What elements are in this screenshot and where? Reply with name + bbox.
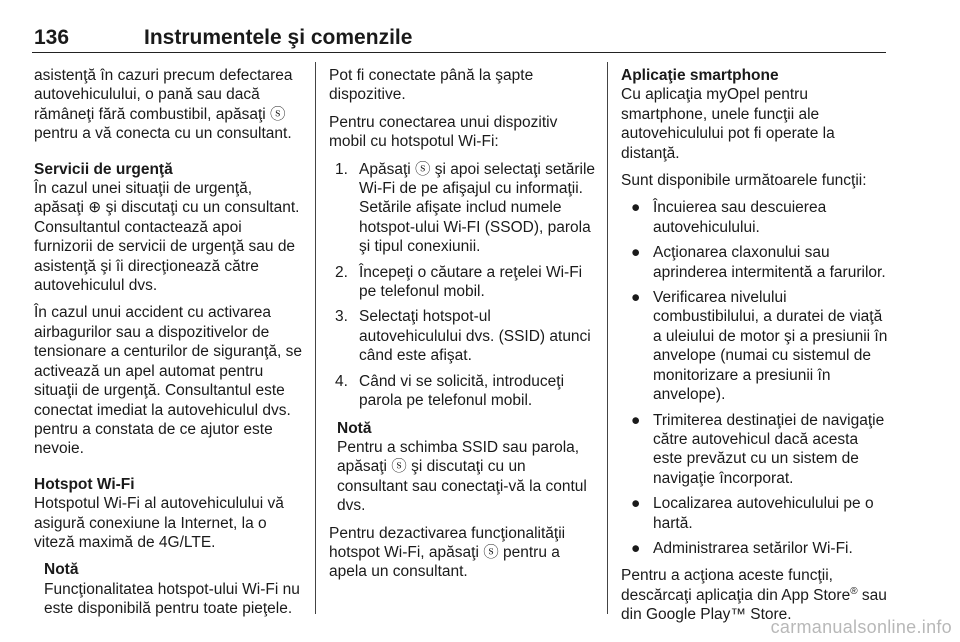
paragraph-app-intro: Cu aplicaţia myOpel pentru smartphone, unele funcţii ale autovehiculului pot fi operate la distanţă. <box>621 86 835 162</box>
chapter-title: Instrumentele şi comenzile <box>144 26 413 49</box>
list-item: 4. Când vi se solicită, introduceţi parola pe telefonul mobil. <box>335 372 565 410</box>
page-number: 136 <box>34 26 70 49</box>
heading-emergency-services: Servicii de urgenţă <box>34 160 173 178</box>
paragraph-emergency: În cazul unei situaţii de urgenţă, apăsaţi ⊕ şi discutaţi cu un consultant. Consultantul contactează apoi furnizorii de servicii de urgenţă sau de asistenţă şi îi direcţionează către autovehiculul dvs. <box>34 180 300 295</box>
paragraph-devices: Pot fi conectate până la şapte dispozitive. <box>329 67 534 104</box>
paragraph-accident: În cazul unui accident cu activarea airbagurilor sau a dispozitivelor de tensionare a centurilor de siguranţă, se activează un apel automat pentru situaţii de urgenţă. Consultantul este conectat imediat la autovehiculul dvs. pentru a constata de ce ajutor este nevoie. <box>34 304 302 458</box>
page-header <box>32 24 886 53</box>
column-divider <box>607 62 608 614</box>
paragraph-deactivate: Pentru dezactivarea funcţionalităţii hotspot Wi-Fi, apăsaţi ⓢ pentru a apela un consultant. <box>329 524 566 581</box>
list-item: 3. Selectaţi hotspot-ul autovehiculului dvs. (SSID) atunci când este afişat. <box>335 308 591 365</box>
note-label: Notă <box>44 561 79 579</box>
paragraph-hotspot: Hotspotul Wi-Fi al autovehiculului vă asigură conexiune la Internet, la o viteză maximă de 4G/LTE. <box>34 495 284 551</box>
note-block <box>34 560 302 618</box>
column-divider <box>315 62 316 614</box>
list-item: ● Acţionarea claxonului sau aprinderea intermitentă a farurilor. <box>631 244 886 281</box>
column-left <box>34 66 302 627</box>
paragraph-download: Pentru a acţiona aceste funcţii, descărcaţi aplicaţia din App Store® sau din Google Play™ Store. <box>621 567 887 624</box>
list-item: ● Încuierea sau descuierea autovehiculului. <box>631 199 827 236</box>
list-item: 2. Începeţi o căutare a reţelei Wi-Fi pe telefonul mobil. <box>335 263 583 301</box>
paragraph-functions-intro: Sunt disponibile următoarele funcţii: <box>621 172 867 190</box>
paragraph-intro: asistenţă în cazuri precum defectarea autovehiculului, o pană sau dacă rămâneţi fără combustibil, apăsaţi ⓢ pentru a vă conecta cu un consultant. <box>34 67 293 143</box>
watermark: carmanualsonline.info <box>770 617 952 637</box>
steps-list <box>329 160 597 411</box>
list-item: ● Verificarea nivelului combustibilului, a duratei de viaţă a uleiului de motor şi a presiunii în anvelope (numai cu sistemul de monitorizare a presiunii în anvelope). <box>631 289 888 404</box>
list-item: 1. Apăsaţi ⓢ şi apoi selectaţi setările Wi-Fi de pe afişajul cu informaţii. Setările afişate includ numele hotspot-ului Wi-FI (SSOD), parola şi tipul conexiunii. <box>335 160 596 256</box>
column-middle <box>329 66 597 590</box>
list-item: ● Localizarea autovehiculului pe o hartă. <box>631 495 874 532</box>
note-block <box>329 419 597 516</box>
note-text: Funcţionalitatea hotspot-ului Wi-Fi nu este disponibilă pentru toate pieţele. <box>44 580 300 618</box>
heading-smartphone-app: Aplicaţie smartphone <box>621 67 779 84</box>
list-item: ● Administrarea setărilor Wi-Fi. <box>631 539 853 557</box>
list-item: ● Trimiterea destinaţiei de navigaţie către autovehicul dacă acesta este prevăzut cu un sistem de navigaţie încorporat. <box>631 411 885 487</box>
paragraph-connect-intro: Pentru conectarea unui dispozitiv mobil cu hotspotul Wi-Fi: <box>329 113 558 151</box>
note-text: Pentru a schimba SSID sau parola, apăsaţi ⓢ şi discutaţi cu un consultant sau conectaţi-vă la contul dvs. <box>337 438 587 515</box>
note-label: Notă <box>337 419 372 437</box>
heading-wifi-hotspot: Hotspot Wi-Fi <box>34 475 135 493</box>
column-right <box>621 66 891 633</box>
functions-list <box>621 198 891 558</box>
